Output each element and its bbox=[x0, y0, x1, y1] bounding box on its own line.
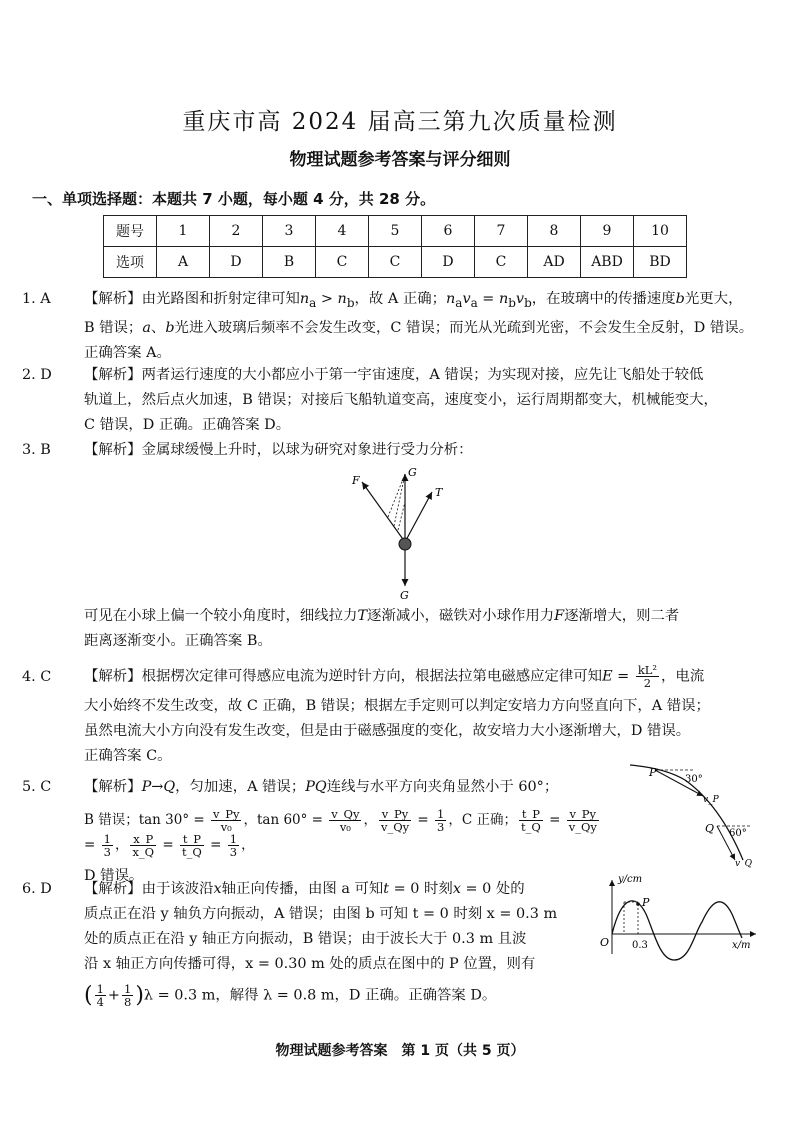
q6-text: 【解析】由于该波沿 bbox=[84, 881, 214, 897]
label-y-axis: y/cm bbox=[618, 874, 643, 885]
frac-numerator: v_Py bbox=[379, 808, 411, 821]
q1-sub: a bbox=[455, 295, 463, 310]
q1-text: 光更大， bbox=[684, 291, 743, 307]
q1-var: n bbox=[337, 291, 347, 307]
q6-number: 6. D bbox=[22, 881, 52, 897]
frac-numerator: 1 bbox=[437, 807, 445, 821]
frac-numerator: t_P bbox=[180, 833, 204, 846]
question-6 bbox=[22, 877, 602, 1009]
label-T: T bbox=[435, 486, 443, 499]
question-4 bbox=[22, 664, 782, 769]
q1-line-1 bbox=[22, 287, 782, 316]
q6-text: 轴正向传播，由图 a 可知 bbox=[221, 881, 384, 897]
q5-fraction bbox=[211, 808, 241, 833]
paren-close: ) bbox=[135, 983, 144, 1008]
frac-numerator: t_P bbox=[519, 808, 543, 821]
q2-line-2: 轨道上，然后点火加速，B 错误；对接后飞船轨道变高，速度变小，运行周期都变大，机械能变大， bbox=[84, 392, 718, 408]
q5-trajectory-diagram bbox=[625, 760, 785, 868]
q1-var: v bbox=[515, 291, 525, 307]
q1-text: B 错误； bbox=[84, 319, 143, 336]
frac-numerator: x_P bbox=[130, 833, 156, 846]
q5-fraction bbox=[130, 833, 156, 858]
answer-table bbox=[103, 215, 687, 278]
section-heading: 一、单项选择题：本题共 7 小题，每小题 4 分，共 28 分。 bbox=[32, 190, 436, 208]
q5-text: ，tan 60° = bbox=[243, 812, 328, 828]
q1-sub: b bbox=[508, 295, 516, 310]
question-1 bbox=[22, 287, 782, 366]
label-angle-60: 60° bbox=[729, 828, 747, 839]
question-number: 6 bbox=[422, 216, 475, 247]
label-vQ: v_Q bbox=[735, 859, 752, 868]
question-number: 10 bbox=[634, 216, 687, 247]
frac-denominator: 4 bbox=[96, 995, 104, 1009]
frac-denominator: t_Q bbox=[520, 820, 541, 834]
q1-sub: b bbox=[524, 295, 532, 310]
label-G-bottom: G bbox=[400, 589, 409, 602]
question-number: 7 bbox=[475, 216, 528, 247]
q2-line-3: C 错误，D 正确。正确答案 D。 bbox=[84, 417, 291, 433]
frac-numerator: v_Py bbox=[213, 807, 240, 821]
q5-fraction bbox=[519, 808, 543, 833]
question-number: 2 bbox=[210, 216, 263, 247]
answer-cell: D bbox=[422, 247, 475, 278]
frac-numerator: kL² bbox=[637, 663, 658, 677]
label-G-top: G bbox=[408, 466, 417, 479]
q1-var: b bbox=[165, 319, 175, 336]
q5-fraction bbox=[228, 833, 239, 858]
q5-text: 连线与水平方向夹角显然小于 60°； bbox=[326, 779, 559, 795]
frac-denominator: t_Q bbox=[182, 845, 202, 859]
q1-text: 、 bbox=[150, 319, 166, 336]
label-angle-30: 30° bbox=[685, 774, 703, 785]
q5-text: B 错误；tan 30° = bbox=[84, 812, 209, 828]
q4-line-3: 虽然电流大小方向没有发生改变，但是由于磁感强度的变化，故安培力大小逐渐增大，D 错误。 bbox=[84, 722, 691, 739]
q4-fraction bbox=[636, 664, 659, 689]
wave-curve bbox=[612, 901, 742, 960]
q4-number: 4. C bbox=[22, 668, 52, 685]
q1-var: v bbox=[462, 291, 471, 307]
frac-denominator: v_Qy bbox=[380, 820, 410, 834]
q5-text: ，C 正确； bbox=[448, 812, 517, 828]
q5-fraction bbox=[435, 808, 446, 833]
q6-line-3: 处的质点正在沿 y 轴正方向振动，B 错误；由于波长大于 0.3 m 且波 bbox=[84, 931, 527, 947]
q6-op: + bbox=[107, 987, 120, 1004]
answer-table-row-numbers bbox=[104, 216, 687, 247]
q6-line-4: 沿 x 轴正方向传播可得，x = 0.30 m 处的质点在图中的 P 位置，则有 bbox=[84, 956, 536, 972]
q6-line-2: 质点正在沿 y 轴负方向振动，A 错误；由图 b 可知 t = 0 时刻 x = 0.3 m bbox=[84, 906, 558, 922]
question-number: 8 bbox=[528, 216, 581, 247]
q6-line-5 bbox=[22, 983, 602, 1009]
question-2 bbox=[22, 363, 782, 438]
frac-denominator: 2 bbox=[643, 676, 652, 690]
q6-fraction bbox=[95, 983, 106, 1008]
q1-sub: a bbox=[309, 295, 317, 310]
answer-cell: BD bbox=[634, 247, 687, 278]
frac-numerator: 1 bbox=[123, 982, 132, 996]
label-P: P bbox=[649, 766, 657, 779]
q4-var: E bbox=[602, 668, 613, 685]
question-3 bbox=[22, 438, 782, 463]
dashed-triangle-line bbox=[388, 474, 405, 517]
q6-wave-diagram bbox=[594, 872, 764, 962]
q3-after-line-1 bbox=[84, 604, 782, 629]
q5-var: P→Q bbox=[141, 779, 176, 795]
q1-var: n bbox=[299, 291, 310, 307]
dashed-triangle-line bbox=[394, 474, 405, 526]
question-number: 3 bbox=[263, 216, 316, 247]
q5-number: 5. C bbox=[22, 779, 52, 795]
q3-var: T bbox=[357, 608, 368, 624]
point-P bbox=[636, 902, 640, 906]
row-label-answer: 选项 bbox=[104, 247, 157, 278]
q6-var: t bbox=[383, 881, 390, 897]
q5-fraction bbox=[329, 808, 361, 833]
q4-line-1 bbox=[22, 664, 782, 690]
paren-open: ( bbox=[84, 983, 93, 1008]
q3-text: 可见在小球上偏一个较小角度时，细线拉力 bbox=[84, 608, 358, 624]
q1-text: 光进入玻璃后频率不会发生改变，C 错误；而光从光疏到光密，不会发生全反射，D 错误。 bbox=[174, 319, 754, 336]
q1-sub: a bbox=[470, 295, 478, 310]
q3-var: F bbox=[554, 608, 565, 624]
answer-cell: B bbox=[263, 247, 316, 278]
answer-cell: A bbox=[157, 247, 210, 278]
frac-denominator: v_Qy bbox=[568, 820, 597, 834]
label-0.3: 0.3 bbox=[632, 940, 648, 951]
q6-fraction bbox=[122, 983, 133, 1008]
frac-denominator: v₀ bbox=[220, 820, 232, 834]
q1-var: b bbox=[675, 291, 685, 307]
answer-cell: D bbox=[210, 247, 263, 278]
q6-var: x bbox=[213, 881, 222, 897]
q4-text: ，电流 bbox=[661, 668, 705, 685]
q1-text: ，在玻璃中的传播速度 bbox=[531, 291, 676, 307]
frac-denominator: 3 bbox=[103, 845, 111, 859]
answer-cell: C bbox=[316, 247, 369, 278]
q1-text: ，故 A 正确； bbox=[354, 291, 446, 307]
q2-number: 2. D bbox=[22, 367, 52, 383]
question-number: 9 bbox=[581, 216, 634, 247]
q4-line-2: 大小始终不发生改变，故 C 正确，B 错误；根据左手定则可以判定安培力方向竖直向下，A 错误； bbox=[84, 697, 710, 714]
q2-text: 【解析】两者运行速度的大小都应小于第一宇宙速度，A 错误；为实现对接，应先让飞船处于较低 bbox=[84, 367, 704, 383]
q6-text: = 0 处的 bbox=[460, 881, 525, 897]
label-x-axis: x/m bbox=[732, 940, 751, 951]
frac-numerator: v_Py bbox=[567, 808, 599, 821]
q3-number: 3. B bbox=[22, 442, 51, 458]
label-origin: O bbox=[600, 936, 610, 949]
answer-cell: ABD bbox=[581, 247, 634, 278]
q1-var: a bbox=[142, 319, 151, 336]
q5-text: ， bbox=[363, 812, 377, 828]
q1-line-3: 正确答案 A。 bbox=[84, 344, 171, 361]
q5-text: ，匀加速，A 错误； bbox=[175, 779, 306, 795]
row-label-number: 题号 bbox=[104, 216, 157, 247]
label-Q: Q bbox=[705, 822, 715, 835]
frac-denominator: v₀ bbox=[339, 820, 351, 834]
page-subtitle: 物理试题参考答案与评分细则 bbox=[289, 150, 511, 170]
label-F: F bbox=[352, 474, 360, 487]
frac-denominator: 3 bbox=[229, 845, 238, 859]
q5-op: = bbox=[413, 812, 434, 828]
question-number: 1 bbox=[157, 216, 210, 247]
frac-denominator: x_Q bbox=[132, 845, 155, 859]
q5-fraction bbox=[567, 808, 599, 833]
q5-text: 【解析】 bbox=[84, 779, 142, 795]
q6-var: x bbox=[452, 881, 461, 897]
answer-cell: AD bbox=[528, 247, 581, 278]
force-T-arrow bbox=[405, 492, 432, 542]
q1-op: = bbox=[477, 291, 499, 307]
q6-line-1 bbox=[22, 877, 602, 902]
q3-text: 逐渐增大，则二者 bbox=[564, 608, 680, 624]
q6-text: λ = 0.3 m，解得 λ = 0.8 m，D 正确。正确答案 D。 bbox=[143, 987, 497, 1004]
q5-fraction bbox=[180, 833, 204, 858]
q3-conclusion bbox=[22, 604, 782, 654]
q4-text: 【解析】根据楞次定律可得感应电流为逆时针方向，根据法拉第电磁感应定律可知 bbox=[84, 668, 603, 685]
answer-cell: C bbox=[369, 247, 422, 278]
answer-table-row-answers bbox=[104, 247, 687, 278]
q5-line-3: D 错误。 bbox=[84, 868, 144, 884]
q3-force-diagram bbox=[340, 462, 460, 602]
q4-op: = bbox=[612, 668, 634, 685]
q5-line-2: B 错误；tan 30° = $\frac{v\_Py}{\text{v₀}}$ ，tan 60° = $\frac{v\_Qy}{\text{v₀}}$ ， $\frac{v\_Py}{v\_Qy}$ = $\frac{1}{3}$ ，C 正确； $\frac{t\_P}{t\_Q}$ = $\frac{v\_Py}{v\_Qy}$ = $\frac{1}{3}$ ， $\frac{x\_P}{x\_Q}$ = $\frac{t\_P}{t\_Q}$ = $\frac{1}{3}$ ， bbox=[84, 807, 597, 859]
frac-denominator: 3 bbox=[437, 820, 445, 834]
q3-after-line-2: 距离逐渐变小。正确答案 B。 bbox=[84, 633, 272, 649]
frac-numerator: 1 bbox=[103, 832, 111, 846]
q1-sub: b bbox=[346, 295, 355, 310]
frac-denominator: 8 bbox=[123, 995, 132, 1009]
q6-text: = 0 时刻 bbox=[389, 881, 453, 897]
q3-text: 【解析】金属球缓慢上升时，以球为研究对象进行受力分析： bbox=[84, 442, 473, 458]
dashed-triangle-line bbox=[398, 502, 405, 530]
q5-var: PQ bbox=[305, 779, 327, 795]
answer-cell: C bbox=[475, 247, 528, 278]
label-P: P bbox=[642, 896, 650, 909]
question-number: 4 bbox=[316, 216, 369, 247]
q1-var: n bbox=[498, 291, 509, 307]
frac-numerator: 1 bbox=[229, 832, 238, 846]
question-5 bbox=[22, 775, 612, 889]
frac-numerator: 1 bbox=[96, 982, 104, 996]
q3-line-1 bbox=[22, 438, 782, 463]
q1-number: 1. A bbox=[22, 291, 51, 307]
q1-var: n bbox=[446, 291, 456, 307]
q5-fraction bbox=[379, 808, 411, 833]
q1-text: 【解析】由光路图和折射定律可知 bbox=[84, 291, 300, 307]
page-title: 重庆市高 2024 届高三第九次质量检测 bbox=[182, 109, 618, 135]
q3-text: 逐渐减小，磁铁对小球作用力 bbox=[367, 608, 555, 624]
q1-op: > bbox=[316, 291, 338, 307]
q1-line-2 bbox=[22, 316, 782, 341]
q5-fraction bbox=[102, 833, 113, 858]
page-footer: 物理试题参考答案 第 1 页（共 5 页） bbox=[275, 1043, 525, 1059]
q5-line-1 bbox=[22, 775, 612, 800]
frac-numerator: v_Qy bbox=[331, 807, 360, 821]
q2-line-1 bbox=[22, 363, 782, 388]
q4-line-4: 正确答案 C。 bbox=[84, 747, 172, 764]
label-vP: v_P bbox=[703, 795, 719, 805]
metal-ball bbox=[399, 538, 411, 550]
question-number: 5 bbox=[369, 216, 422, 247]
